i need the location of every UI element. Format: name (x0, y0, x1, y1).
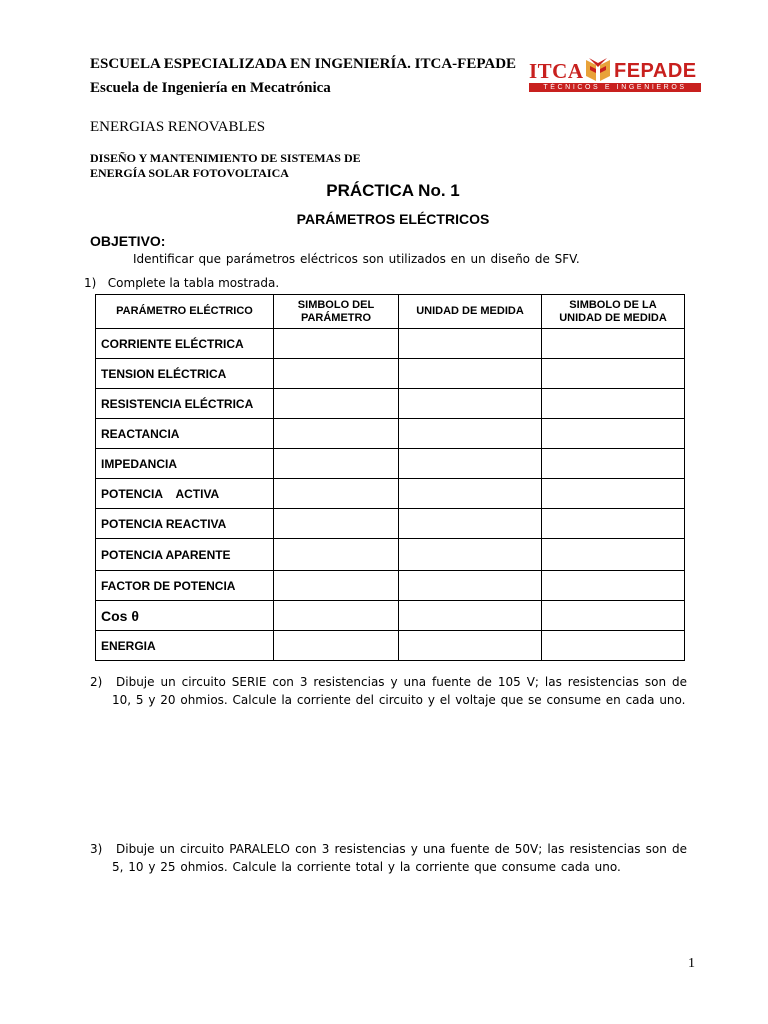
table-row (96, 539, 685, 571)
unit-symbol-cell[interactable] (542, 449, 685, 479)
unit-cell[interactable] (399, 359, 542, 389)
table-row (96, 509, 685, 539)
logo-tagline: TÉCNICOS E INGENIEROS (529, 83, 701, 92)
unit-symbol-cell[interactable] (542, 419, 685, 449)
table-row (96, 389, 685, 419)
question-3-text: Dibuje un circuito PARALELO con 3 resistencias y una fuente de 50V; las resistencias son de 5, 10 y 25 ohmios. Calcule la corriente total y la corriente que consume cada uno. (112, 842, 687, 874)
unit-symbol-cell[interactable] (542, 539, 685, 571)
subject-line-1: DISEÑO Y MANTENIMIENTO DE SISTEMAS DE (90, 151, 361, 165)
symbol-cell[interactable] (274, 329, 399, 359)
itca-fepade-logo (527, 57, 703, 95)
subject-title (90, 151, 361, 181)
parameter-cell: ENERGIA (96, 631, 274, 661)
unit-symbol-cell[interactable] (542, 479, 685, 509)
practice-title: PRÁCTICA No. 1 (326, 181, 460, 200)
page-number: 1 (688, 956, 695, 971)
unit-symbol-cell[interactable] (542, 631, 685, 661)
symbol-cell[interactable] (274, 449, 399, 479)
unit-symbol-cell[interactable] (542, 571, 685, 601)
parameters-table (95, 294, 685, 661)
unit-cell[interactable] (399, 539, 542, 571)
unit-symbol-cell[interactable] (542, 359, 685, 389)
objective-text: Identificar que parámetros eléctricos son utilizados en un diseño de SFV. (133, 252, 580, 266)
question-3 (90, 840, 687, 876)
question-1-text: Complete la tabla mostrada. (107, 276, 280, 290)
table-row (96, 359, 685, 389)
symbol-cell[interactable] (274, 419, 399, 449)
unit-cell[interactable] (399, 329, 542, 359)
unit-symbol-cell[interactable] (542, 509, 685, 539)
department-name: Escuela de Ingeniería en Mecatrónica (90, 80, 331, 96)
logo-fepade-text: FEPADE (614, 60, 697, 82)
table-header-row (96, 295, 685, 329)
header-unit-symbol: SIMBOLO DE LA UNIDAD DE MEDIDA (542, 295, 685, 329)
symbol-cell[interactable] (274, 359, 399, 389)
unit-cell[interactable] (399, 419, 542, 449)
symbol-cell[interactable] (274, 479, 399, 509)
symbol-cell[interactable] (274, 631, 399, 661)
parameter-cell: REACTANCIA (96, 419, 274, 449)
table-row (96, 419, 685, 449)
school-name: ESCUELA ESPECIALIZADA EN INGENIERÍA. ITCA-FEPADE (90, 56, 517, 72)
unit-symbol-cell[interactable] (542, 601, 685, 631)
unit-cell[interactable] (399, 449, 542, 479)
parameter-cell: CORRIENTE ELÉCTRICA (96, 329, 274, 359)
parameter-cell: FACTOR DE POTENCIA (96, 571, 274, 601)
parameter-cell: IMPEDANCIA (96, 449, 274, 479)
header-unit: UNIDAD DE MEDIDA (399, 295, 542, 329)
question-3-number: 3) (90, 842, 103, 856)
symbol-cell[interactable] (274, 571, 399, 601)
symbol-cell[interactable] (274, 509, 399, 539)
parameter-cell: POTENCIA REACTIVA (96, 509, 274, 539)
parameter-cell: POTENCIA ACTIVA (96, 479, 274, 509)
stacked-books-icon (584, 57, 612, 83)
table-row (96, 631, 685, 661)
parameter-cell: RESISTENCIA ELÉCTRICA (96, 389, 274, 419)
unit-cell[interactable] (399, 479, 542, 509)
unit-cell[interactable] (399, 571, 542, 601)
symbol-cell[interactable] (274, 389, 399, 419)
table-row (96, 479, 685, 509)
question-2 (90, 673, 687, 709)
unit-symbol-cell[interactable] (542, 329, 685, 359)
parameter-cell: TENSION ELÉCTRICA (96, 359, 274, 389)
header-parameter-symbol: SIMBOLO DEL PARÁMETRO (274, 295, 399, 329)
table-row (96, 329, 685, 359)
course-name: ENERGIAS RENOVABLES (90, 119, 266, 135)
table-row (96, 571, 685, 601)
symbol-cell[interactable] (274, 601, 399, 631)
header-parameter: PARÁMETRO ELÉCTRICO (96, 295, 274, 329)
table-row (96, 601, 685, 631)
unit-cell[interactable] (399, 389, 542, 419)
unit-cell[interactable] (399, 631, 542, 661)
unit-symbol-cell[interactable] (542, 389, 685, 419)
symbol-cell[interactable] (274, 539, 399, 571)
unit-cell[interactable] (399, 601, 542, 631)
unit-cell[interactable] (399, 509, 542, 539)
practice-subtitle: PARÁMETROS ELÉCTRICOS (296, 211, 490, 227)
question-2-number: 2) (90, 675, 103, 689)
question-2-text: Dibuje un circuito SERIE con 3 resistencias y una fuente de 105 V; las resistencias son de 10, 5 y 20 ohmios. Calcule la corriente del circuito y el voltaje que se consume en cada uno. (112, 675, 687, 707)
parameter-cell: Cos θ (96, 601, 274, 631)
question-1 (84, 276, 279, 290)
question-1-number: 1) (84, 276, 97, 290)
subject-line-2: ENERGÍA SOLAR FOTOVOLTAICA (90, 166, 289, 180)
parameter-cell: POTENCIA APARENTE (96, 539, 274, 571)
objective-label: OBJETIVO: (90, 233, 166, 249)
logo-itca-text: ITCA (529, 59, 584, 83)
table-row (96, 449, 685, 479)
